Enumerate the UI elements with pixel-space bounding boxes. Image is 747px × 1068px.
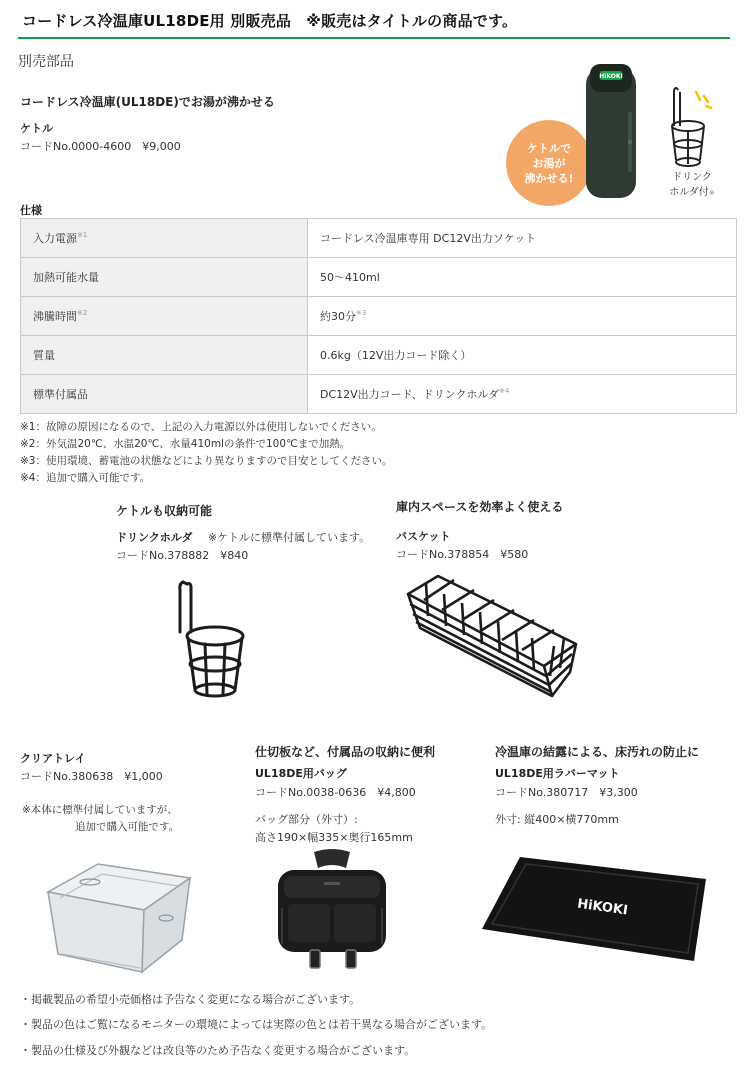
drink-holder-label: ドリンクホルダ	[116, 531, 193, 544]
spec-row	[21, 219, 737, 258]
kettle-logo: HiKOKI	[599, 73, 623, 80]
spec-value: DC12V出力コード、ドリンクホルダ	[320, 388, 500, 401]
bag-code: コードNo.0038-0636 ¥4,800	[255, 786, 416, 799]
mat-heading: 冷温庫の結露による、床汚れの防止に	[495, 745, 700, 759]
spec-value: 50～410ml	[320, 271, 380, 284]
clear-tray-label: クリアトレイ	[20, 752, 86, 765]
spec-value-mark: ※4	[499, 387, 510, 395]
spec-value: コードレス冷温庫専用 DC12V出力ソケット	[320, 232, 537, 245]
mat-size: 外寸: 縦400×横770mm	[495, 813, 619, 826]
spec-value-mark: ※3	[356, 309, 367, 317]
holder-caption-mark: ※	[708, 189, 715, 197]
spec-key: 質量	[33, 349, 55, 362]
spec-value: 0.6kg（12V出力コード除く）	[320, 349, 472, 362]
spec-key: 標準付属品	[33, 388, 88, 401]
drink-holder-heading: ケトルも収納可能	[116, 504, 213, 518]
clear-tray-code: コードNo.380638 ¥1,000	[20, 770, 163, 783]
badge-line-1: ケトルで	[527, 141, 571, 155]
clear-tray-note-2: 追加で購入可能です。	[75, 821, 180, 833]
bag-heading: 仕切板など、付属品の収納に便利	[255, 745, 436, 759]
spec-note: ※1：故障の原因になるので、上記の入力電源以外は使用しないでください。	[20, 421, 382, 433]
spec-row	[21, 297, 737, 336]
spec-key: 沸騰時間	[33, 310, 77, 323]
kettle-code: コードNo.0000-4600 ¥9,000	[20, 140, 181, 153]
bag-size-value: 高さ190×幅335×奥行165mm	[255, 831, 413, 844]
spec-key-mark: ※2	[77, 309, 88, 317]
badge-line-3: 沸かせる!	[524, 171, 574, 185]
kettle-product-image	[584, 62, 640, 200]
footer-note: ・掲載製品の希望小売価格は予告なく変更になる場合がございます。	[20, 993, 361, 1006]
drink-holder-label-row	[116, 529, 370, 545]
spec-heading: 仕様	[20, 204, 42, 217]
kettle-label: ケトル	[20, 122, 53, 135]
spec-key: 入力電源	[33, 232, 77, 245]
spec-row	[21, 336, 737, 375]
spec-note: ※3：使用環境、蓄電池の状態などにより異なりますので目安としてください。	[20, 455, 393, 467]
basket-label: バスケット	[396, 530, 451, 543]
drink-holder-code: コードNo.378882 ¥840	[116, 549, 249, 562]
mat-label: UL18DE用ラバーマット	[495, 767, 620, 780]
clear-tray-note-1: ※本体に標準付属していますが、	[22, 804, 178, 816]
basket-heading: 庫内スペースを効率よく使える	[396, 500, 564, 514]
bag-image	[272, 848, 392, 976]
section-heading: 別売部品	[18, 54, 74, 70]
holder-caption-line-1: ドリンク	[672, 172, 712, 183]
spec-row	[21, 258, 737, 297]
spec-key-mark: ※1	[77, 231, 88, 239]
rubber-mat-image	[480, 855, 708, 963]
spec-note: ※2：外気温20℃、水温20℃、水量410mlの条件で100℃まで加熱。	[20, 438, 351, 450]
holder-caption-line-2: ホルダ付	[669, 187, 709, 198]
title-divider	[18, 37, 730, 39]
intro-heading: コードレス冷温庫(UL18DE)でお湯が沸かせる	[20, 95, 275, 109]
drink-holder-note: ※ケトルに標準付属しています。	[207, 531, 371, 544]
badge-line-2: お湯が	[532, 156, 566, 170]
spec-row	[21, 375, 737, 414]
drink-holder-image	[175, 580, 247, 700]
basket-code: コードNo.378854 ¥580	[396, 548, 529, 561]
spec-table	[20, 218, 737, 414]
mat-code: コードNo.380717 ¥3,300	[495, 786, 638, 799]
drink-holder-small-image	[664, 86, 712, 170]
mat-logo: HiKOKI	[576, 896, 629, 919]
drink-holder-caption	[662, 170, 722, 201]
feature-badge	[506, 120, 592, 206]
page-title: コードレス冷温庫UL18DE用 別販売品 ※販売はタイトルの商品です。	[22, 12, 518, 30]
spec-value: 約30分	[320, 310, 356, 323]
spec-note: ※4：追加で購入可能です。	[20, 472, 151, 484]
bag-size-label: バッグ部分（外寸）:	[255, 813, 358, 826]
footer-note: ・製品の仕様及び外観などは改良等のため予告なく変更する場合がございます。	[20, 1044, 416, 1057]
footer-note: ・製品の色はご覧になるモニターの環境によっては実際の色とは若干異なる場合がございます。	[20, 1018, 493, 1031]
bag-label: UL18DE用バッグ	[255, 767, 347, 780]
spec-notes	[20, 419, 392, 487]
clear-tray-image	[42, 858, 194, 976]
spec-key: 加熱可能水量	[33, 271, 99, 284]
basket-image	[404, 572, 580, 700]
